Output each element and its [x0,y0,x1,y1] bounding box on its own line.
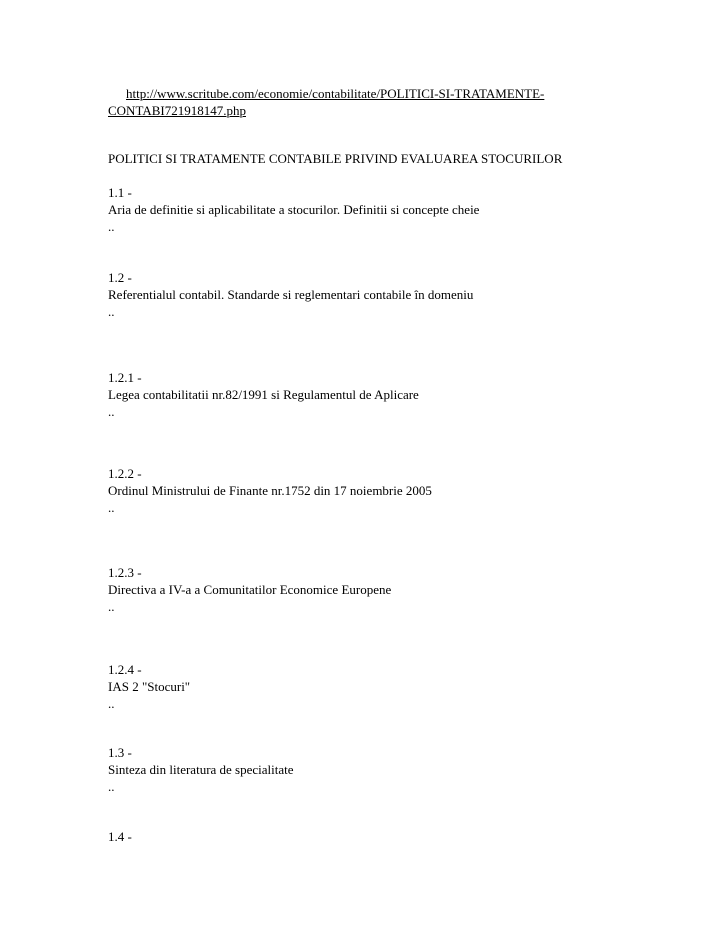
section-1-2 [108,269,473,320]
section-1-2-2 [108,465,432,516]
section-heading: Referentialul contabil. Standarde si reglementari contabile în domeniu [108,287,474,302]
section-heading: Directiva a IV-a a Comunitatilor Economice Europene [108,582,392,597]
section-dots: .. [108,599,115,614]
document-title: POLITICI SI TRATAMENTE CONTABILE PRIVIND EVALUAREA STOCURILOR [108,151,563,166]
section-heading: Sinteza din literatura de specialitate [108,762,294,777]
section-dots: .. [108,779,115,794]
section-dots: .. [108,219,115,234]
section-1-2-1 [108,369,419,420]
section-number: 1.2.2 - [108,466,142,481]
section-number: 1.4 - [108,829,132,844]
section-1-1 [108,184,479,235]
section-dots: .. [108,404,115,419]
section-1-2-3 [108,564,391,615]
section-number: 1.2.1 - [108,370,142,385]
source-url-line2[interactable]: CONTABI721918147.php [108,103,246,118]
section-number: 1.1 - [108,185,132,200]
section-heading: IAS 2 "Stocuri" [108,679,191,694]
source-url-line1[interactable]: http://www.scritube.com/economie/contabilitate/POLITICI-SI-TRATAMENTE- [126,86,545,101]
section-number: 1.2.4 - [108,662,142,677]
section-number: 1.2 - [108,270,132,285]
section-heading: Ordinul Ministrului de Finante nr.1752 din 17 noiembrie 2005 [108,483,432,498]
section-number: 1.3 - [108,745,132,760]
section-1-4 [108,828,132,845]
section-dots: .. [108,500,115,515]
section-heading: Legea contabilitatii nr.82/1991 si Regulamentul de Aplicare [108,387,419,402]
section-dots: .. [108,304,115,319]
section-heading: Aria de definitie si aplicabilitate a stocurilor. Definitii si concepte cheie [108,202,480,217]
section-1-3 [108,744,294,795]
section-dots: .. [108,696,115,711]
section-1-2-4 [108,661,190,712]
section-number: 1.2.3 - [108,565,142,580]
source-url[interactable] [108,85,544,119]
